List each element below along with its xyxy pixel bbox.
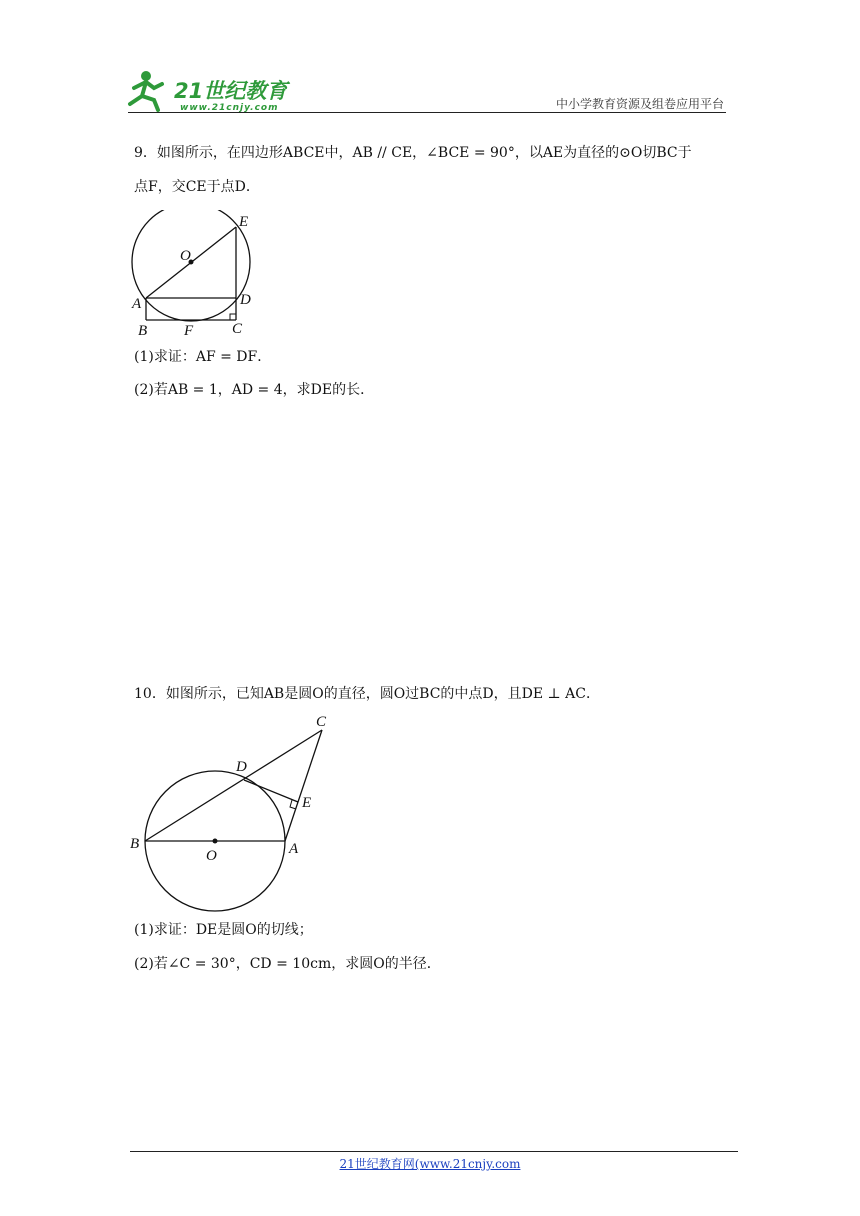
q9-label-d: D — [240, 292, 251, 308]
header-platform-text: 中小学教育资源及组卷应用平台 — [555, 97, 724, 111]
q10-label-d: D — [236, 759, 247, 775]
q9-label-e: E — [239, 214, 249, 230]
q9-part1: (1)求证：AF = DF． — [134, 349, 272, 365]
q9-part2: (2)若AB = 1，AD = 4，求DE的长． — [134, 382, 375, 398]
header-divider — [128, 112, 726, 113]
q9-label-o: O — [180, 248, 191, 264]
footer — [0, 1155, 860, 1172]
footer-link[interactable]: 21世纪教育网(www.21cnjy.com — [339, 1157, 521, 1171]
logo-text: 21世纪教育 — [174, 79, 288, 103]
q10-line1: 10．如图所示，已知AB是圆O的直径，圆O过BC的中点D，且DE ⊥ AC． — [134, 686, 600, 702]
q10-label-b: B — [130, 836, 140, 852]
q9-label-c: C — [232, 321, 243, 337]
q9-line2: 点F，交CE于点D． — [134, 179, 260, 195]
q10-figure — [126, 708, 346, 918]
q9-figure — [126, 210, 286, 340]
q9-line1: 9．如图所示，在四边形ABCE中，AB // CE，∠BCE = 90°，以AE为直径的⊙O切BC于 — [134, 145, 692, 161]
q9-circle — [132, 210, 250, 321]
q10-label-c: C — [316, 714, 327, 730]
logo-url: www.21cnjy.com — [180, 103, 279, 113]
q10-line-ac — [285, 730, 322, 841]
footer-divider — [130, 1151, 738, 1152]
q10-label-a: A — [289, 841, 299, 857]
q10-part2: (2)若∠C = 30°，CD = 10cm，求圆O的半径． — [134, 956, 441, 972]
q10-label-e: E — [302, 795, 312, 811]
q9-label-b: B — [138, 323, 148, 339]
site-logo — [124, 66, 294, 114]
q9-label-a: A — [132, 296, 142, 312]
q10-part1: (1)求证：DE是圆O的切线； — [134, 922, 313, 938]
q10-center-point — [213, 839, 218, 844]
q9-right-angle — [230, 314, 236, 320]
runner-icon — [130, 71, 162, 110]
q9-label-f: F — [184, 323, 194, 339]
q10-label-o: O — [206, 848, 217, 864]
